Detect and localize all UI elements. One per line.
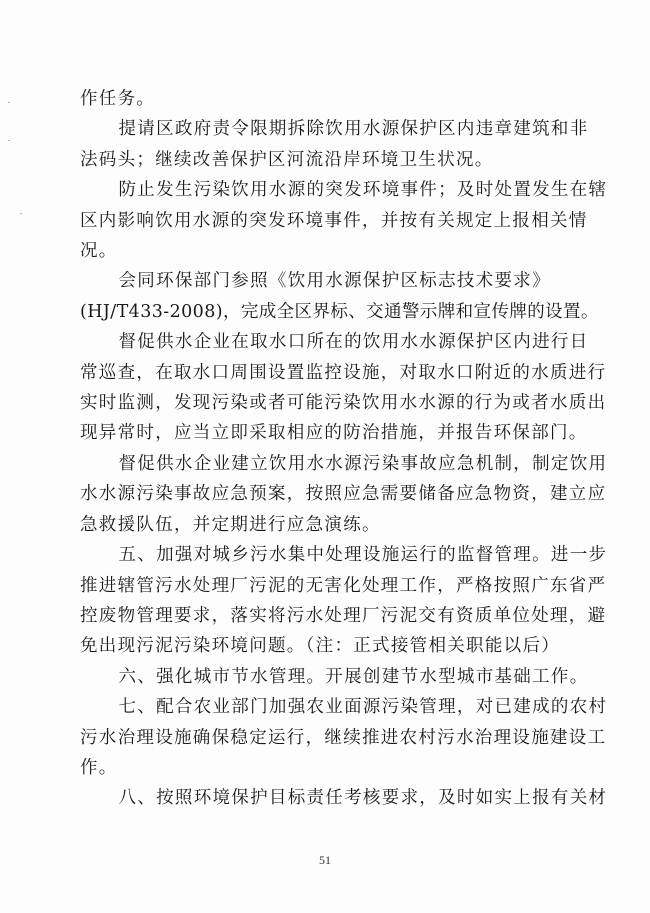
text-line: 免出现污泥污染环境问题。（注：正式接管相关职能以后） xyxy=(80,636,561,657)
text-line: 督促供水企业在取水口所在的饮用水水源保护区内进行日 xyxy=(118,332,589,353)
text-line: 现异常时，应当立即采取相应的防治措施，并报告环保部门。 xyxy=(80,423,588,444)
paragraph xyxy=(80,114,589,175)
paragraph xyxy=(80,175,608,266)
paragraph xyxy=(80,783,608,813)
text-line: 况。 xyxy=(80,241,118,262)
paragraph xyxy=(80,449,608,540)
section-heading-line: 五、加强对城乡污水集中处理设施运行的监督管理。进一步 xyxy=(118,545,608,566)
paragraph xyxy=(80,692,608,783)
scan-mark xyxy=(8,102,10,103)
text-line: 急救援队伍，并定期进行应急演练。 xyxy=(80,514,381,535)
text-line: 会同环保部门参照《饮用水源保护区标志技术要求》 xyxy=(118,271,551,292)
section-heading-line: 七、配合农业部门加强农业面源污染管理，对已建成的农村 xyxy=(118,697,608,718)
paragraph xyxy=(80,266,599,327)
scan-mark xyxy=(20,213,22,214)
text-line: 推进辖管污水处理厂污泥的无害化处理工作，严格按照广东省严 xyxy=(80,575,607,596)
paragraph xyxy=(80,540,608,662)
text-line: 污水治理设施确保稳定运行，继续推进农村污水治理设施建设工 xyxy=(80,727,607,748)
text-line: 实时监测，发现污染或者可能污染饮用水水源的行为或者水质出 xyxy=(80,393,607,414)
paragraph xyxy=(80,662,589,692)
section-heading-line: 六、强化城市节水管理。开展创建节水型城市基础工作。 xyxy=(118,666,589,687)
text-line: 常巡查，在取水口周围设置监控设施，对取水口附近的水质进行 xyxy=(80,362,607,383)
text-line: 法码头；继续改善保护区河流沿岸环境卫生状况。 xyxy=(80,149,494,170)
text-line: 防止发生污染饮用水源的突发环境事件；及时处置发生在辖 xyxy=(118,180,608,201)
text-line: 控废物管理要求，落实将污水处理厂污泥交有资质单位处理，避 xyxy=(80,605,607,626)
section-heading-line: 八、按照环境保护目标责任考核要求，及时如实上报有关材 xyxy=(118,788,608,809)
text-line: 提请区政府责令限期拆除饮用水源保护区内违章建筑和非 xyxy=(118,119,589,140)
document-body xyxy=(80,84,608,814)
scan-mark xyxy=(8,140,10,141)
text-line: 督促供水企业建立饮用水水源污染事故应急机制，制定饮用 xyxy=(118,453,608,474)
text-line: 作任务。 xyxy=(80,89,156,109)
text-line: (HJ/T433-2008)，完成全区界标、交通警示牌和宣传牌的设置。 xyxy=(80,301,599,322)
text-line: 区内影响饮用水源的突发环境事件，并按有关规定上报相关情 xyxy=(80,210,588,231)
text-line: 水水源污染事故应急预案，按照应急需要储备应急物资，建立应 xyxy=(80,484,607,505)
paragraph xyxy=(80,84,554,114)
paragraph xyxy=(80,327,607,449)
page-number: 51 xyxy=(319,853,331,867)
text-line: 作。 xyxy=(80,757,118,778)
